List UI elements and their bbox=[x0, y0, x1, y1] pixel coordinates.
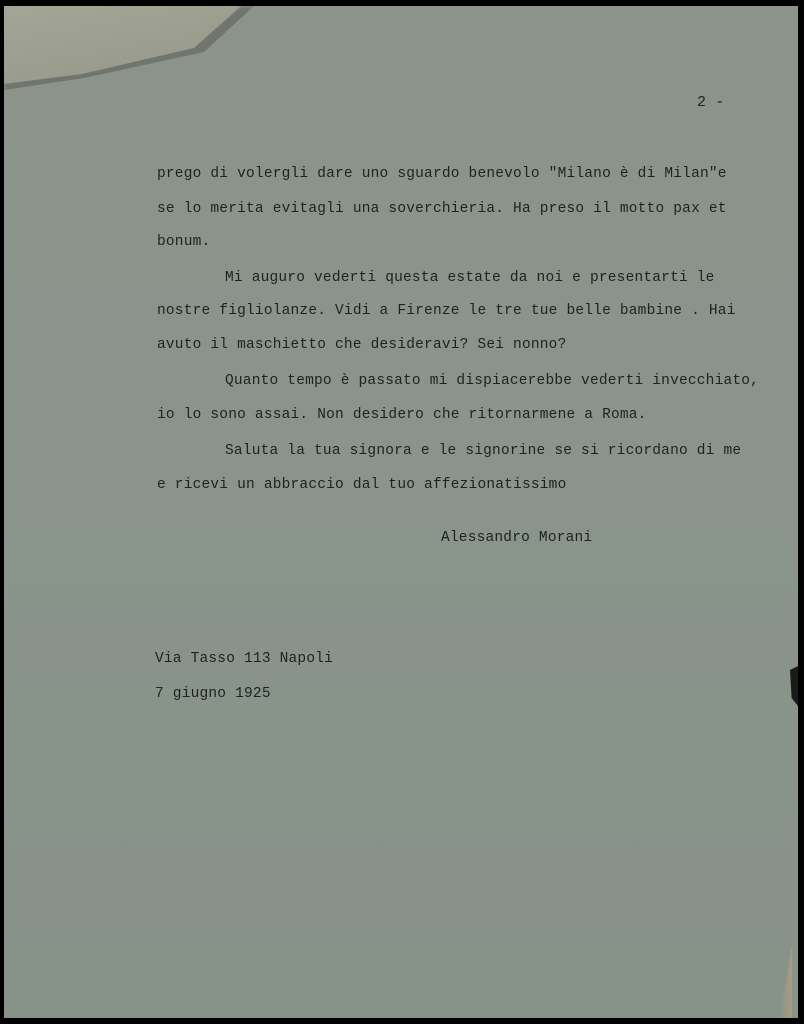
body-line: prego di volergli dare uno sguardo benevolo "Milano è di Milan"e bbox=[157, 166, 727, 182]
body-line: Saluta la tua signora e le signorine se si ricordano di me bbox=[225, 443, 742, 459]
page-number: 2 - bbox=[697, 94, 725, 111]
letter-page bbox=[4, 6, 798, 1018]
address: Via Tasso 113 Napoli bbox=[155, 651, 334, 667]
signature: Alessandro Morani bbox=[441, 530, 593, 546]
body-line: e ricevi un abbraccio dal tuo affezionatissimo bbox=[157, 477, 567, 493]
date: 7 giugno 1925 bbox=[155, 686, 271, 702]
body-line: Quanto tempo è passato mi dispiacerebbe vederti invecchiato, bbox=[225, 373, 760, 389]
body-line: io lo sono assai. Non desidero che ritornarmene a Roma. bbox=[157, 407, 647, 423]
body-line: Mi auguro vederti questa estate da noi e presentarti le bbox=[225, 270, 715, 286]
body-line: bonum. bbox=[157, 234, 211, 250]
page-edge-tab bbox=[790, 666, 798, 706]
body-line: avuto il maschietto che desideravi? Sei nonno? bbox=[157, 337, 567, 353]
body-line: se lo merita evitagli una soverchieria. Ha preso il motto pax et bbox=[157, 201, 727, 217]
body-line: nostre figliolanze. Vidi a Firenze le tre tue belle bambine . Hai bbox=[157, 303, 736, 319]
page-edge-curl bbox=[778, 946, 792, 1018]
